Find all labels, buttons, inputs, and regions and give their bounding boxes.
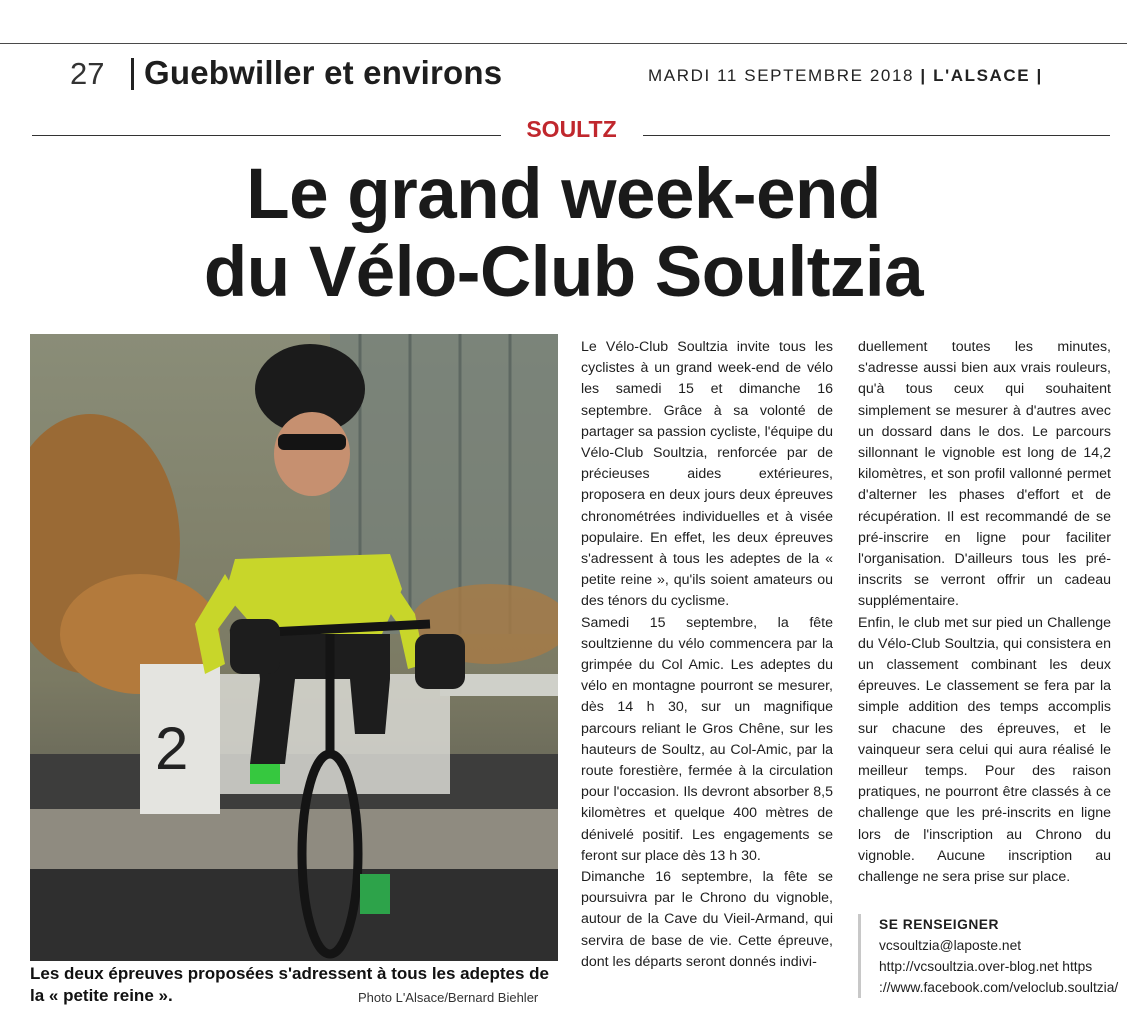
issue-date: MARDI 11 SEPTEMBRE 2018 [648, 66, 915, 85]
top-rule [0, 43, 1127, 44]
headline-line-1: Le grand week-end [246, 155, 881, 234]
paragraph: Enfin, le club met sur pied un Challenge du Vélo-Club Soultzia, qui consistera en un classement combinant les deux épreuves. Le classement se fera par la simple addition des temps accomplis sur chacune des épreuves, et le vainqueur sera celui qui aura réalisé le meilleur temps. Pour des raison pratiques, ne pourront être classés à ce challenge que les pré-inscrits en ligne lors de l'inscription au Chrono du vignoble. Aucune inscription au challenge ne sera prise sur place. [858, 614, 1111, 886]
photo-credit: Photo L'Alsace/Bernard Biehler [358, 990, 539, 1005]
info-label: SE RENSEIGNER [879, 917, 999, 932]
headline-line-2: du Vélo-Club Soultzia [203, 233, 924, 313]
info-box [858, 914, 1119, 998]
cyclist-photo [30, 334, 558, 961]
dateline-separator-end: | [1036, 66, 1043, 85]
kicker-rule-left [32, 135, 501, 136]
kicker-rule-right [643, 135, 1110, 136]
photo-caption: Les deux épreuves proposées s'adressent à tous les adeptes de la « petite reine ». [30, 964, 549, 1006]
dateline-separator: | [920, 66, 927, 85]
newspaper-name: L'ALSACE [933, 66, 1031, 85]
section-divider [131, 58, 134, 90]
paragraph: Dimanche 16 septembre, la fête se poursuivra par le Chrono du vignoble, autour de la Cave du Vieil-Armand, qui servira de base de vie. Cette épreuve, dont les départs seront donnés indivi- [581, 869, 833, 970]
paragraph: Le Vélo-Club Soultzia invite tous les cyclistes à un grand week-end de vélo les samedi 15 et dimanche 16 septembre. Grâce à sa volonté de partager sa passion cycliste, l'équipe du Vélo-Club Soultzia, renforcée par de précieuses aides extérieures, proposera en deux jours deux épreuves chronométrées individuelles et à visée populaire. En effet, les deux épreuves s'adressent à tous les adeptes de la « petite reine », qu'ils soient amateurs ou des ténors du cyclisme. [581, 339, 833, 610]
paragraph: Samedi 15 septembre, la fête soultzienne du vélo commencera par la grimpée du Col Amic. Les adeptes du vélo en montagne pourront se mesurer, dès 14 h 30, sur un magnifique parcours reliant le Gros Chêne, sur les hauteurs de Soultz, au Col-Amic, par la route forestière, fermée à la circulation pour l'occasion. Ils devront absorber 8,5 kilomètres et quelque 400 mètres de dénivelé positif. Les engagements se feront sur place dès 13 h 30. [581, 614, 833, 864]
dateline [648, 66, 1043, 86]
article-column-2 [858, 337, 1111, 888]
kicker: SOULTZ [526, 116, 617, 142]
article-photo [30, 334, 558, 961]
paragraph: duellement toutes les minutes, s'adresse aussi bien aux vrais rouleurs, qu'à tous ceux qui souhaitent simplement se mesurer à d'autres avec un dossard dans le dos. Le parcours sillonnant le vignoble est long de 14,2 kilomètres, et son profil vallonné permet d'alterner les phases d'effort et de récupération. Il est recommandé de se pré-inscrire en ligne pour faciliter l'organisation. D'ailleurs tous les pré-inscrits se verront offrir un cadeau supplémentaire. [858, 339, 1111, 610]
section-title: Guebwiller et environs [144, 54, 503, 91]
info-text: vcsoultzia@laposte.net http://vcsoultzia.over-blog.net https ://www.facebook.com/veloclub.soultzia/ [879, 938, 1119, 995]
article-column-1 [581, 337, 833, 973]
page-number: 27 [70, 56, 105, 91]
svg-text:2: 2 [155, 715, 189, 782]
headline [0, 156, 1127, 312]
